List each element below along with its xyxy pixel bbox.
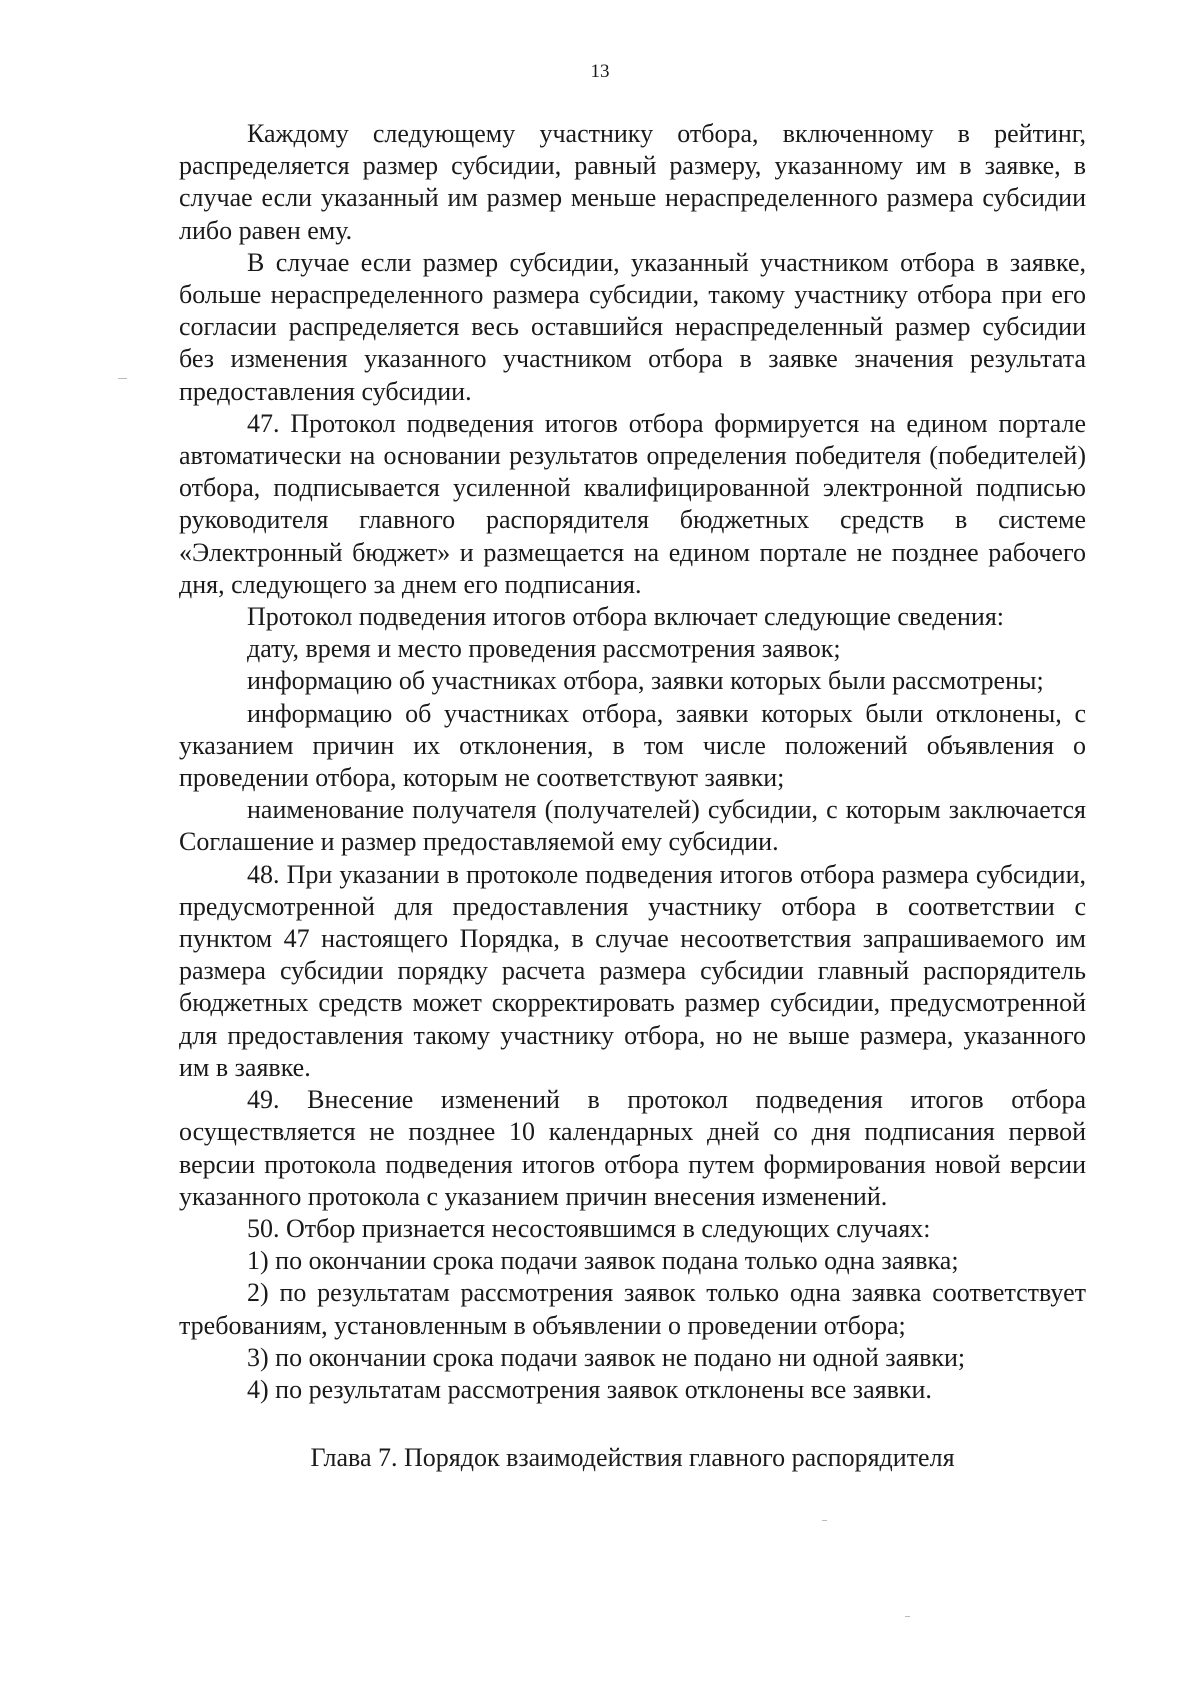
paragraph: Протокол подведения итогов отбора включает следующие сведения: — [247, 602, 1004, 632]
paragraph: Каждому следующему участнику отбора, включенному в рейтинг, распределяется размер субсидии, равный размеру, указанному им в заявке, в случае если указанный им размер меньше нераспределенного размера субсидии либо равен ему. — [179, 119, 1086, 245]
document-body — [179, 118, 1086, 1474]
list-item: 4) по результатам рассмотрения заявок отклонены все заявки. — [247, 1374, 932, 1404]
list-item: 3) по окончании срока подачи заявок не подано ни одной заявки; — [247, 1342, 966, 1372]
list-item: информацию об участниках отбора, заявки которых были рассмотрены; — [247, 666, 1044, 696]
list-item: дату, время и место проведения рассмотрения заявок; — [247, 634, 841, 664]
list-item: информацию об участниках отбора, заявки которых были отклонены, с указанием причин их отклонения, в том числе положений объявления о проведении отбора, которым не соответствуют заявки; — [179, 698, 1086, 793]
paragraph-item-48: 48. При указании в протоколе подведения итогов отбора размера субсидии, предусмотренной для предоставления участнику отбора в соответствии с пунктом 47 настоящего Порядка, в случае несоответствия запрашиваемого им размера субсидии порядку расчета размера субсидии главный распорядитель бюджетных средств может скорректировать размер субсидии, предусмотренной для предоставления такому участнику отбора, но не выше размера, указанного им в заявке. — [179, 859, 1086, 1082]
chapter-heading: Глава 7. Порядок взаимодействия главного распорядителя — [310, 1443, 955, 1473]
list-item: 1) по окончании срока подачи заявок подана только одна заявка; — [247, 1246, 959, 1276]
page-number: 13 — [590, 61, 610, 82]
scan-artifact-mark — [118, 378, 127, 379]
scan-artifact-mark — [905, 1616, 910, 1617]
paragraph-item-49: 49. Внесение изменений в протокол подведения итогов отбора осуществляется не позднее 10 календарных дней со дня подписания первой версии протокола подведения итогов отбора путем формирования новой версии указанного протокола с указанием причин внесения изменений. — [179, 1085, 1086, 1211]
scan-artifact-mark — [822, 1520, 827, 1521]
list-item: 2) по результатам рассмотрения заявок только одна заявка соответствует требованиям, установленным в объявлении о проведении отбора; — [179, 1278, 1086, 1340]
list-item: наименование получателя (получателей) субсидии, с которым заключается Соглашение и размер предоставляемой ему субсидии. — [179, 795, 1086, 857]
paragraph-item-47: 47. Протокол подведения итогов отбора формируется на едином портале автоматически на основании результатов определения победителя (победителей) отбора, подписывается усиленной квалифицированной электронной подписью руководителя главного распорядителя бюджетных средств в системе «Электронный бюджет» и размещается на едином портале не позднее рабочего дня, следующего за днем его подписания. — [179, 408, 1086, 599]
paragraph: В случае если размер субсидии, указанный участником отбора в заявке, больше нераспределенного размера субсидии, такому участнику отбора при его согласии распределяется весь оставшийся нераспределенный размер субсидии без изменения указанного участником отбора в заявке значения результата предоставления субсидии. — [179, 247, 1086, 406]
paragraph-item-50: 50. Отбор признается несостоявшимся в следующих случаях: — [247, 1213, 931, 1243]
